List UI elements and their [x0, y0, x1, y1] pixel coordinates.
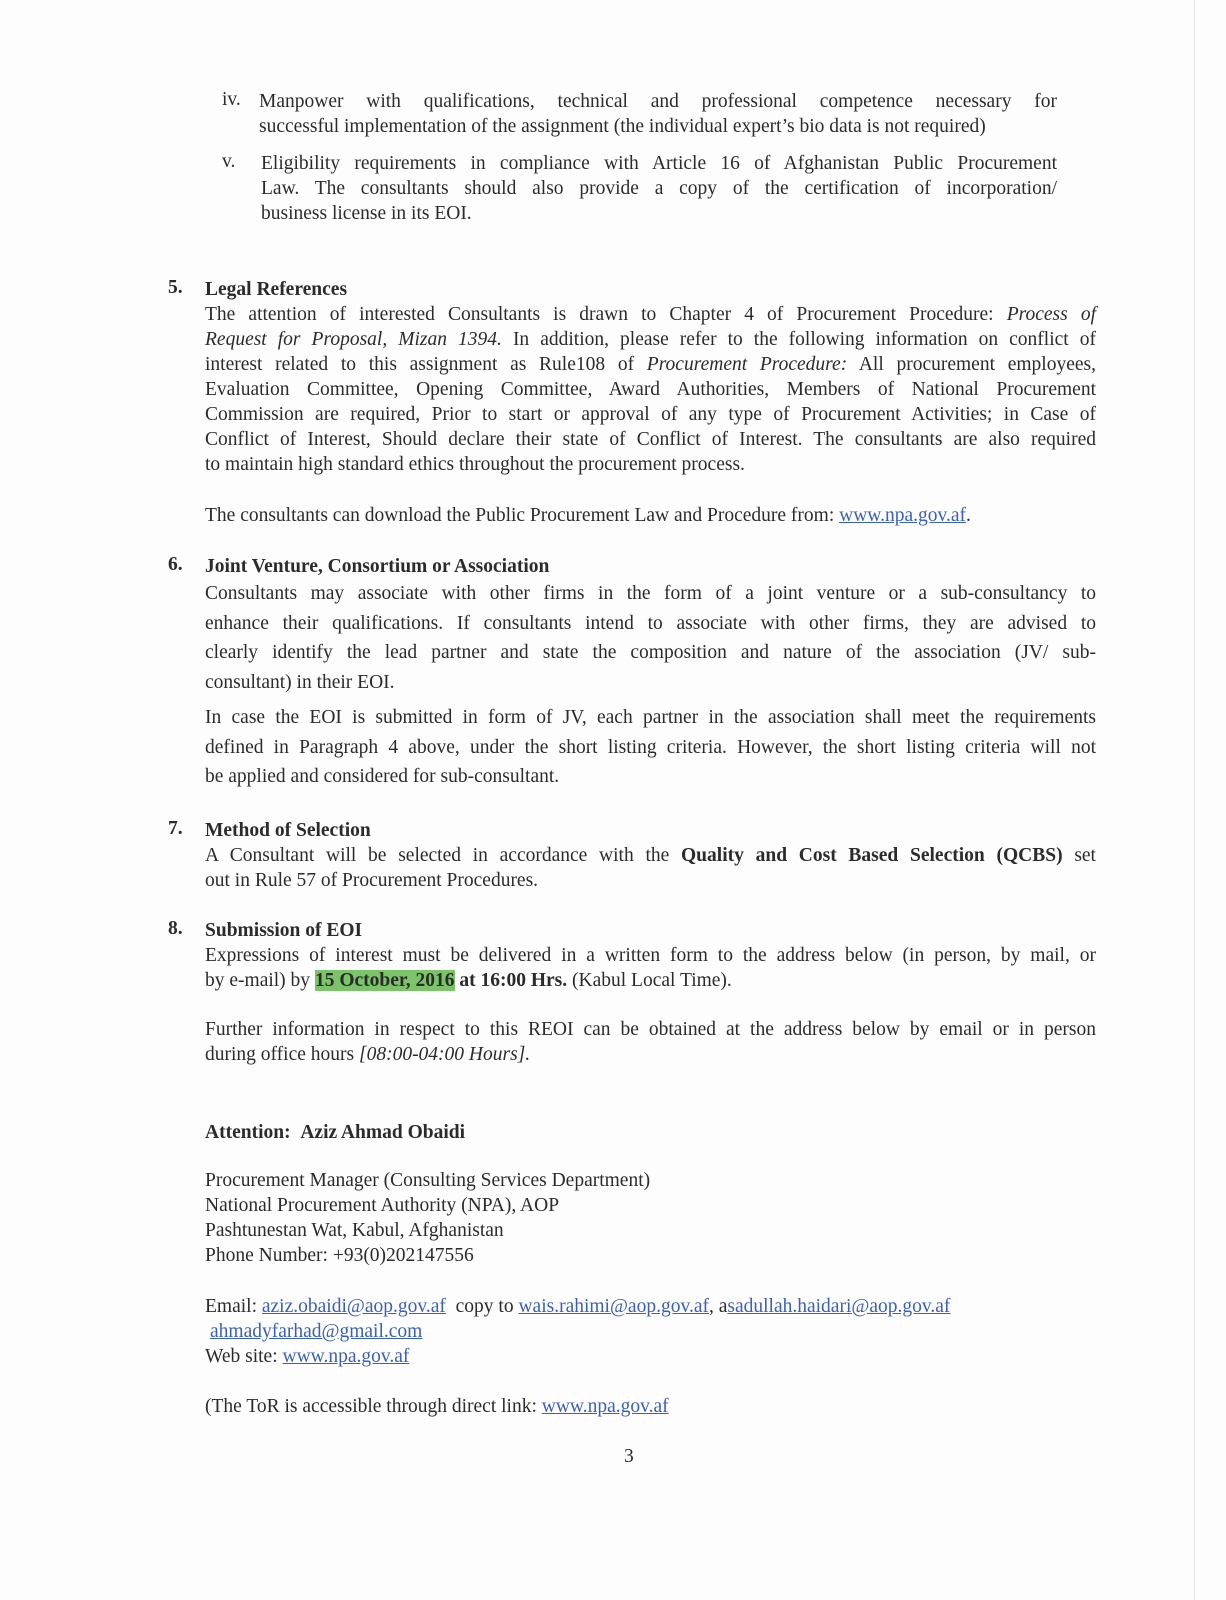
paragraph-line: consultant) in their EOI. — [205, 671, 395, 693]
paragraph-line — [205, 352, 1096, 377]
section-joint-venture — [205, 554, 1096, 792]
download-paragraph — [205, 503, 971, 528]
page-number: 3 — [624, 1446, 634, 1467]
paragraph-line — [205, 302, 1096, 327]
bold-text: Quality and Cost Based Selection (QCBS) — [681, 845, 1063, 866]
text: In addition, please refer to the following information on conflict of — [501, 329, 1096, 350]
text: , a — [708, 1296, 728, 1317]
list-item-line: Law. The consultants should also provide a copy of the certification of incorporation/ — [261, 178, 1057, 199]
italic-text: Process of — [1006, 304, 1096, 325]
email-line — [205, 1294, 950, 1319]
address-line: Procurement Manager (Consulting Services Department) — [205, 1170, 651, 1191]
text: . — [966, 505, 971, 526]
text: The consultants can download the Public Procurement Law and Procedure from: — [205, 505, 840, 526]
website-line — [205, 1344, 950, 1369]
italic-text: [08:00-04:00 Hours]. — [358, 1044, 531, 1065]
section-title: Submission of EOI — [205, 920, 363, 941]
email-block — [205, 1294, 950, 1369]
list-marker-iv: iv. — [222, 89, 241, 110]
italic-text: Procurement Procedure: — [646, 354, 848, 375]
attention-label: Attention: — [205, 1122, 291, 1143]
section-title: Legal References — [205, 279, 348, 300]
paragraph-line — [205, 968, 1096, 993]
phone-number: Phone Number: +93(0)202147556 — [205, 1245, 474, 1266]
website-label: Web site: — [205, 1346, 283, 1367]
text: The attention of interested Consultants is drawn to Chapter 4 of Procurement Procedure: — [205, 304, 1007, 325]
text: (Kabul Local Time). — [567, 970, 732, 991]
list-item-iv — [259, 89, 1057, 139]
email-link-cc2[interactable]: sadullah.haidari@aop.gov.af — [727, 1296, 951, 1317]
address-block — [205, 1168, 650, 1268]
paragraph-line: to maintain high standard ethics throughout the procurement process. — [205, 454, 745, 475]
paragraph-line: Evaluation Committee, Opening Committee, Award Authorities, Members of National Procurement — [205, 379, 1096, 400]
list-marker-v: v. — [222, 151, 236, 172]
paragraph-line — [205, 843, 1096, 868]
email-link-primary[interactable]: aziz.obaidi@aop.gov.af — [261, 1296, 446, 1317]
email-label: Email: — [205, 1296, 262, 1317]
text: copy to — [445, 1296, 519, 1317]
address-line: Pashtunestan Wat, Kabul, Afghanistan — [205, 1220, 504, 1241]
text: by e-mail) by — [205, 970, 315, 991]
text: interest related to this assignment as Rule108 of — [205, 354, 647, 375]
section-number-5: 5. — [168, 277, 183, 298]
bold-text: at 16:00 Hrs. — [454, 970, 568, 991]
paragraph-line: Further information in respect to this REOI can be obtained at the address below by email or in person — [205, 1019, 1096, 1040]
paragraph-line: clearly identify the lead partner and state the composition and nature of the association (JV/ sub- — [205, 642, 1096, 663]
section-number-6: 6. — [168, 554, 183, 575]
tor-line — [205, 1394, 669, 1419]
section-title: Method of Selection — [205, 820, 371, 841]
website-link[interactable]: www.npa.gov.af — [282, 1346, 410, 1367]
list-item-line: business license in its EOI. — [261, 203, 472, 224]
further-information-paragraph — [205, 1017, 1096, 1067]
attention-line — [205, 1120, 465, 1145]
paragraph-line: enhance their qualifications. If consultants intend to associate with other firms, they are advised to — [205, 612, 1096, 634]
section-submission-of-eoi — [205, 918, 1096, 993]
paragraph-line: Expressions of interest must be delivered in a written form to the address below (in person, by mail, or — [205, 945, 1096, 966]
paragraph-line — [205, 1042, 1096, 1067]
italic-text: Request for Proposal, Mizan 1394. — [205, 329, 502, 350]
tor-link[interactable]: www.npa.gov.af — [541, 1396, 669, 1417]
section-legal-references — [205, 277, 1096, 477]
email-link-cc3[interactable]: ahmadyfarhad@gmail.com — [210, 1321, 423, 1342]
text: set — [1062, 845, 1096, 866]
paragraph-line: Commission are required, Prior to start or approval of any type of Procurement Activities; in Case of — [205, 404, 1096, 425]
list-item-line: successful implementation of the assignment (the individual expert’s bio data is not required) — [259, 116, 986, 137]
paragraph-line: Conflict of Interest, Should declare their state of Conflict of Interest. The consultants are also required — [205, 429, 1096, 450]
section-number-8: 8. — [168, 918, 183, 939]
address-line: National Procurement Authority (NPA), AOP — [205, 1195, 560, 1216]
npa-website-link[interactable]: www.npa.gov.af — [839, 505, 967, 526]
paragraph-line: out in Rule 57 of Procurement Procedures. — [205, 870, 539, 891]
text: during office hours — [205, 1044, 359, 1065]
deadline-highlight: 15 October, 2016 — [314, 970, 455, 991]
paragraph-line: In case the EOI is submitted in form of JV, each partner in the association shall meet the requirements — [205, 707, 1096, 728]
text: All procurement employees, — [847, 354, 1096, 375]
text: (The ToR is accessible through direct link: — [205, 1396, 542, 1417]
section-method-of-selection — [205, 818, 1096, 893]
list-item-v — [261, 151, 1057, 226]
email-line — [205, 1319, 950, 1344]
paragraph-line: defined in Paragraph 4 above, under the short listing criteria. However, the short listing criteria will not — [205, 736, 1096, 758]
email-link-cc1[interactable]: wais.rahimi@aop.gov.af — [518, 1296, 709, 1317]
paragraph-line: be applied and considered for sub-consultant. — [205, 766, 560, 787]
list-item-line: Eligibility requirements in compliance with Article 16 of Afghanistan Public Procurement — [261, 153, 1057, 174]
section-number-7: 7. — [168, 818, 183, 839]
paragraph-line — [205, 327, 1096, 352]
list-item-line: Manpower with qualifications, technical and professional competence necessary for — [259, 91, 1057, 112]
section-title: Joint Venture, Consortium or Association — [205, 556, 550, 577]
paragraph-line: Consultants may associate with other firms in the form of a joint venture or a sub-consultancy to — [205, 583, 1096, 604]
text: A Consultant will be selected in accordance with the — [205, 845, 682, 866]
attention-name: Aziz Ahmad Obaidi — [300, 1122, 466, 1143]
